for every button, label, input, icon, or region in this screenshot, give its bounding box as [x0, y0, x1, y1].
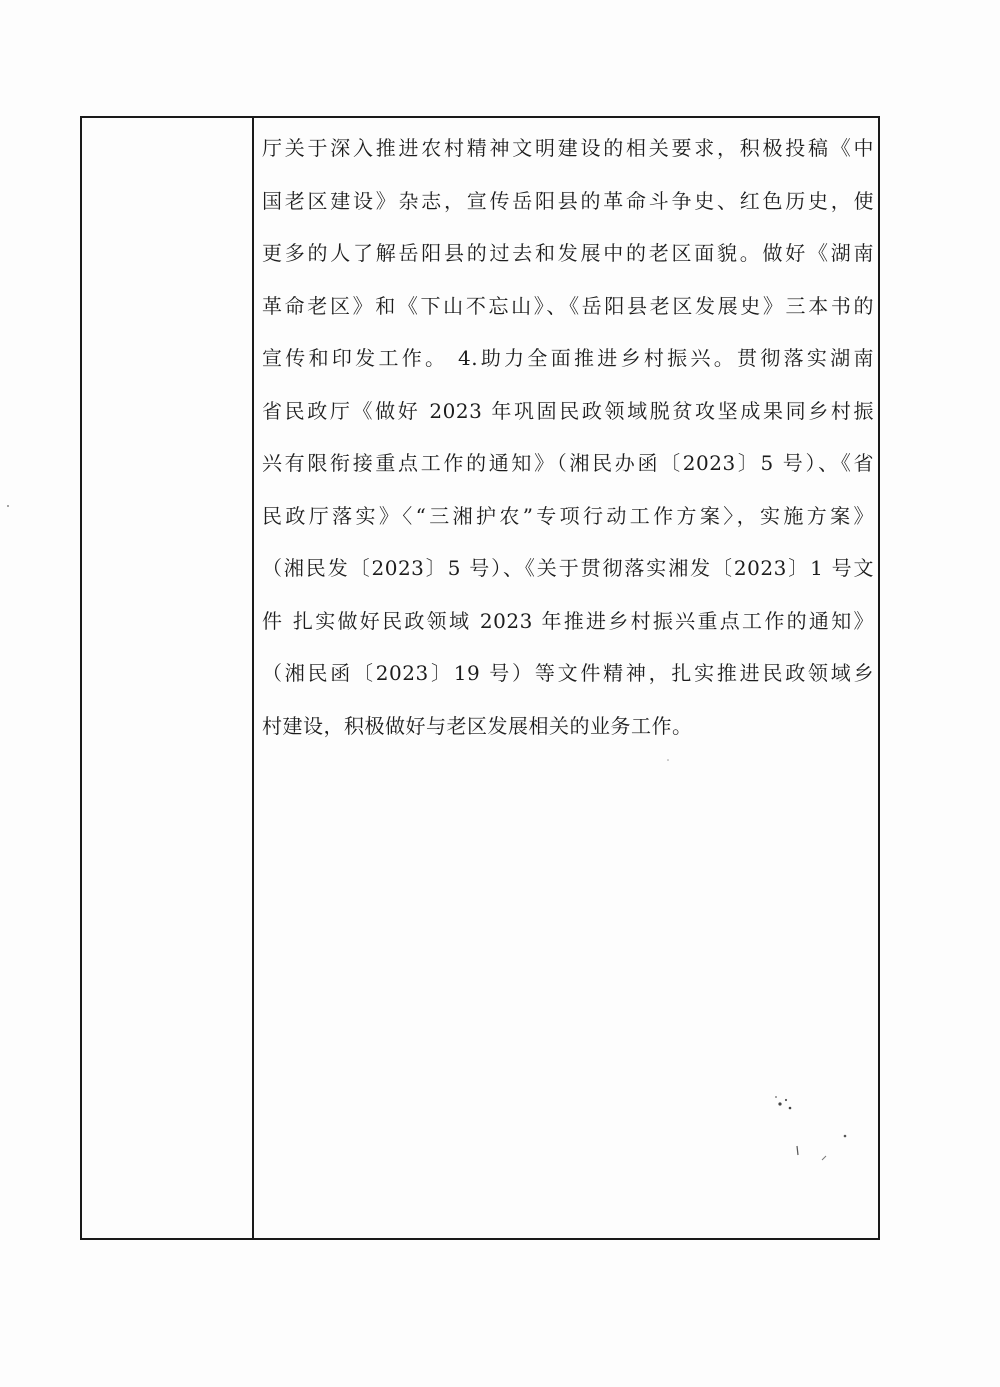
paragraph-line: 件 扎实做好民政领域 2023 年推进乡村振兴重点工作的通知》 [262, 608, 874, 633]
paragraph-line: （湘民函〔2023〕19 号）等文件精神，扎实推进民政领域乡 [262, 661, 874, 685]
paragraph-line: 兴有限衔接重点工作的通知》（湘民办函〔2023〕5 号）、《省 [262, 451, 874, 475]
paragraph-line: 革命老区》和《下山不忘山》、《岳阳县老区发展史》三本书的 [262, 293, 874, 318]
paragraph-line: 宣传和印发工作。 4.助力全面推进乡村振兴。贯彻落实湖南 [262, 346, 874, 370]
form-table [80, 116, 880, 1240]
paragraph-line: 省民政厅《做好 2023 年巩固民政领域脱贫攻坚成果同乡村振 [262, 398, 874, 423]
paragraph-line: 更多的人了解岳阳县的过去和发展中的老区面貌。做好《湖南 [262, 241, 874, 265]
label-cell [82, 118, 252, 1238]
paragraph-line: 村建设，积极做好与老区发展相关的业务工作。 [262, 713, 693, 738]
content-cell [254, 118, 878, 1238]
paragraph-line: 厅关于深入推进农村精神文明建设的相关要求，积极投稿《中 [262, 136, 874, 160]
paragraph-line: 国老区建设》杂志，宣传岳阳县的革命斗争史、红色历史，使 [262, 188, 874, 213]
body-paragraph [262, 122, 874, 752]
paragraph-line: （湘民发〔2023〕5 号）、《关于贯彻落实湘发〔2023〕1 号文 [262, 556, 874, 580]
paragraph-line: 民政厅落实》〈“三湘护农”专项行动工作方案〉，实施方案》 [262, 503, 874, 528]
